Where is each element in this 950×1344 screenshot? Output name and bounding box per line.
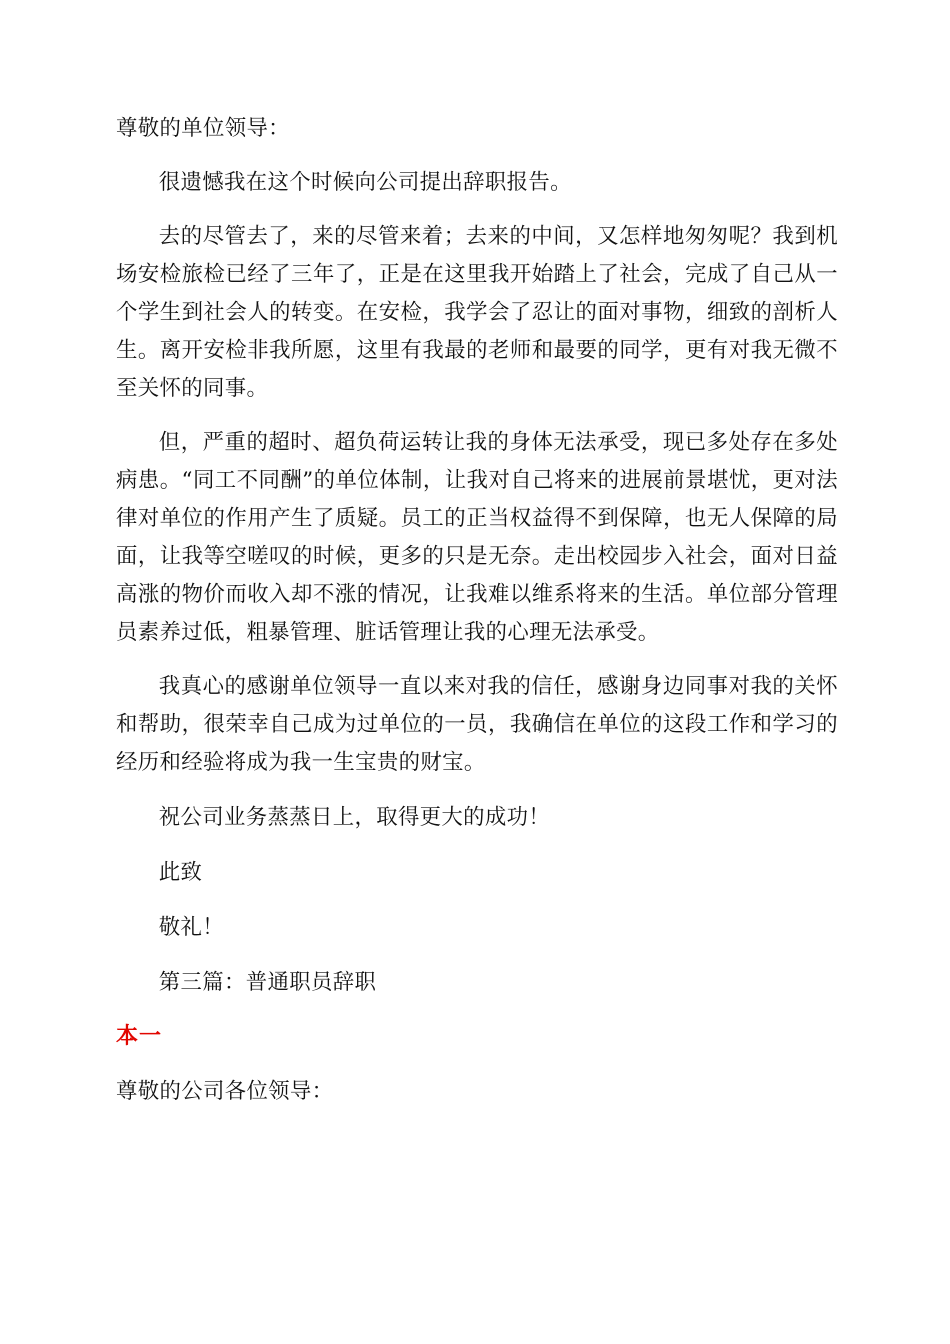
second-salutation: 尊敬的公司各位领导： [116,1079,334,1104]
red-heading: 本一 [116,1024,163,1049]
salutation: 尊敬的单位领导： [116,116,290,141]
paragraph-thanks: 我真心的感谢单位领导一直以来对我的信任，感谢身边同事对我的关怀和帮助，很荣幸自己成为过单位的一员，我确信在单位的这段工作和学习的经历和经验将成为我一生宝贵的财宝。 [116,674,838,775]
closing-jingli: 敬礼！ [158,915,225,940]
closing-zhici: 此致 [158,860,203,885]
paragraph-wishes: 祝公司业务蒸蒸日上，取得更大的成功！ [158,805,551,830]
paragraph-opening: 很遗憾我在这个时候向公司提出辞职报告。 [158,170,572,195]
section-title: 第三篇：普通职员辞职 [158,970,377,995]
letter-body [116,110,838,1111]
paragraph-reasons: 但，严重的超时、超负荷运转让我的身体无法承受，现已多处存在多处病患。“同工不同酬”的单位体制，让我对自己将来的进展前景堪忧，更对法律对单位的作用产生了质疑。员工的正当权益得不到保障，也无人保障的局面，让我等空嗟叹的时候，更多的只是无奈。走出校园步入社会，面对日益高涨的物价而收入却不涨的情况，让我难以维系将来的生活。单位部分管理员素养过低，粗暴管理、脏话管理让我的心理无法承受。 [116,430,838,645]
paragraph-reflection: 去的尽管去了，来的尽管来着；去来的中间，又怎样地匆匆呢？我到机场安检旅检已经了三年了，正是在这里我开始踏上了社会，完成了自己从一个学生到社会人的转变。在安检，我学会了忍让的面对事物，细致的剖析人生。离开安检非我所愿，这里有我最的老师和最要的同学，更有对我无微不至关怀的同事。 [116,224,838,401]
